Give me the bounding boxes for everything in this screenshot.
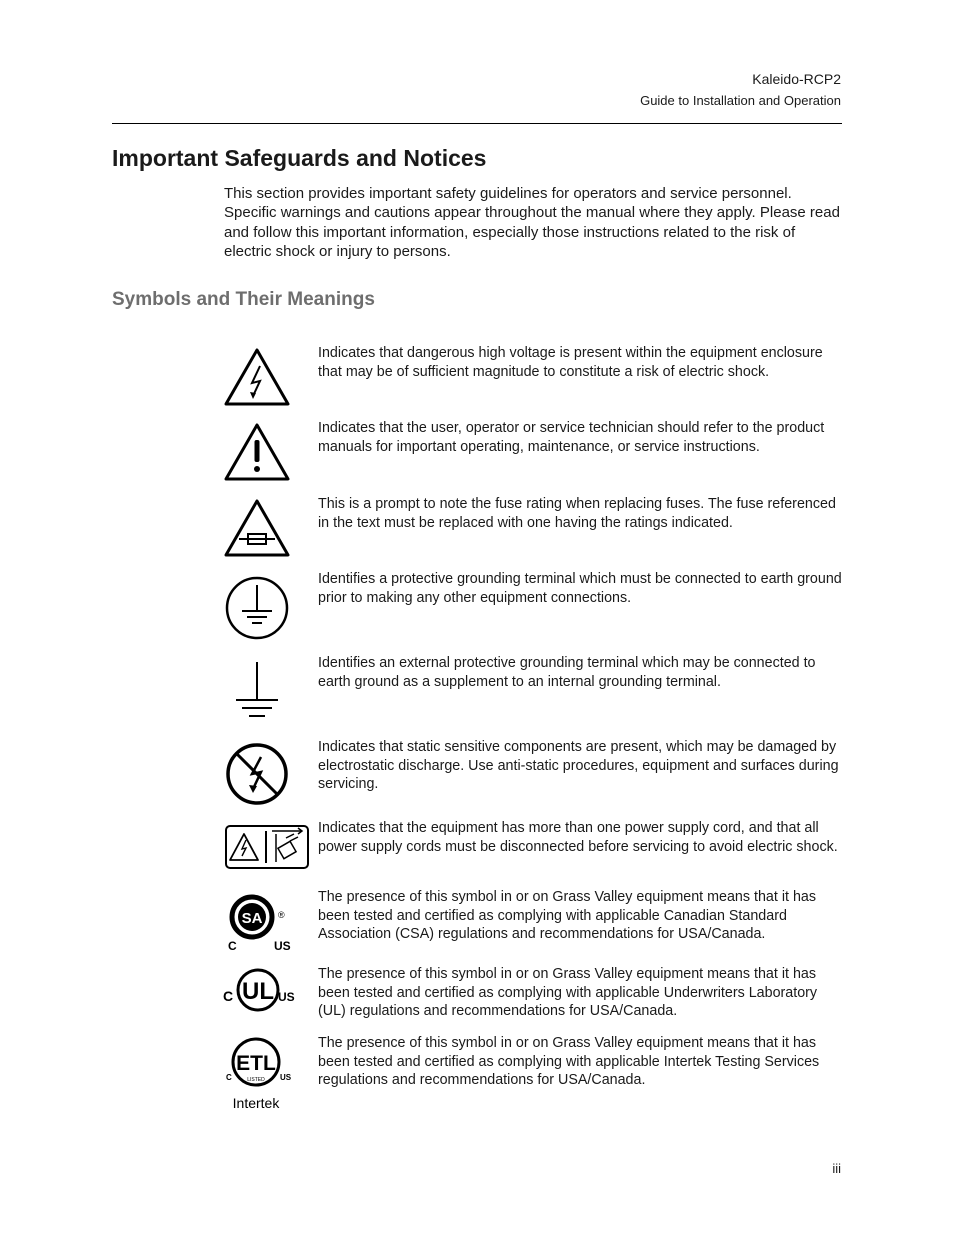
symbol-description: Identifies a protective grounding terminal which must be connected to earth ground prior to making any other equipment connections. (318, 571, 842, 606)
symbol-description: This is a prompt to note the fuse rating when replacing fuses. The fuse referenced in the text must be replaced with one having the ratings indicated. (318, 496, 836, 531)
svg-text:US: US (278, 990, 295, 1004)
static-sensitive-icon (222, 742, 292, 806)
symbol-description: Indicates that static sensitive components are present, which may be damaged by electrostatic discharge. Use anti-static procedures, equipment and surfaces during servicing. (318, 739, 839, 793)
svg-text:ETL: ETL (236, 1052, 276, 1075)
header-rule (112, 123, 842, 124)
symbol-description: The presence of this symbol in or on Grass Valley equipment means that it has been tested and certified as complying with applicable Canadian Standard Association (CSA) regulations and recommendations for USA/Canada. (318, 889, 816, 943)
symbol-description: Indicates that the equipment has more than one power supply cord, and that all power supply cords must be disconnected before servicing to avoid electric shock. (318, 820, 838, 855)
intro-paragraph: This section provides important safety guidelines for operators and service personnel. Specific warnings and cautions appear throughout the manual where they apply. Please read and follow this important information, especially those instructions related to the risk of electric shock or injury to persons. (224, 185, 840, 260)
symbol-description: The presence of this symbol in or on Grass Valley equipment means that it has been tested and certified as complying with applicable Intertek Testing Services regulations and recommendations for USA/Canada. (318, 1035, 820, 1089)
symbol-description: Indicates that dangerous high voltage is present within the equipment enclosure that may be of sufficient magnitude to constitute a risk of electric shock. (318, 345, 823, 380)
symbol-description: The presence of this symbol in or on Grass Valley equipment means that it has been tested and certified as complying with applicable Underwriters Laboratory (UL) regulations and recommendations for USA/Canada. (318, 966, 818, 1020)
page-title: Important Safeguards and Notices (112, 145, 487, 171)
caution-exclamation-icon (222, 421, 292, 483)
svg-text:LISTED: LISTED (247, 1077, 265, 1083)
svg-text:C: C (223, 988, 234, 1004)
running-header (640, 70, 841, 111)
multiple-power-cords-icon (222, 824, 292, 870)
high-voltage-warning-icon (222, 346, 292, 408)
svg-text:C: C (228, 939, 237, 953)
header-product-name: Kaleido-RCP2 (752, 71, 841, 87)
header-guide-title: Guide to Installation and Operation (640, 93, 841, 108)
symbol-description: Indicates that the user, operator or service technician should refer to the product manuals for important operating, maintenance, or service instructions. (318, 420, 825, 455)
protective-ground-icon (222, 575, 292, 641)
svg-text:US: US (280, 1073, 292, 1082)
svg-text:SA: SA (241, 910, 263, 927)
page-number: iii (832, 1161, 841, 1176)
fuse-warning-icon (222, 497, 292, 559)
section-title: Symbols and Their Meanings (112, 289, 375, 310)
csa-certification-icon (222, 891, 292, 955)
earth-ground-icon (222, 660, 292, 720)
svg-text:US: US (274, 939, 291, 953)
svg-text:Intertek: Intertek (232, 1095, 280, 1111)
svg-text:®: ® (278, 910, 285, 920)
etl-intertek-icon (222, 1036, 292, 1112)
symbol-description: Identifies an external protective grounding terminal which may be connected to earth ground as a supplement to an internal grounding terminal. (318, 655, 816, 690)
svg-text:UL: UL (242, 978, 274, 1005)
svg-text:C: C (226, 1073, 232, 1082)
ul-certification-icon (222, 967, 295, 1013)
